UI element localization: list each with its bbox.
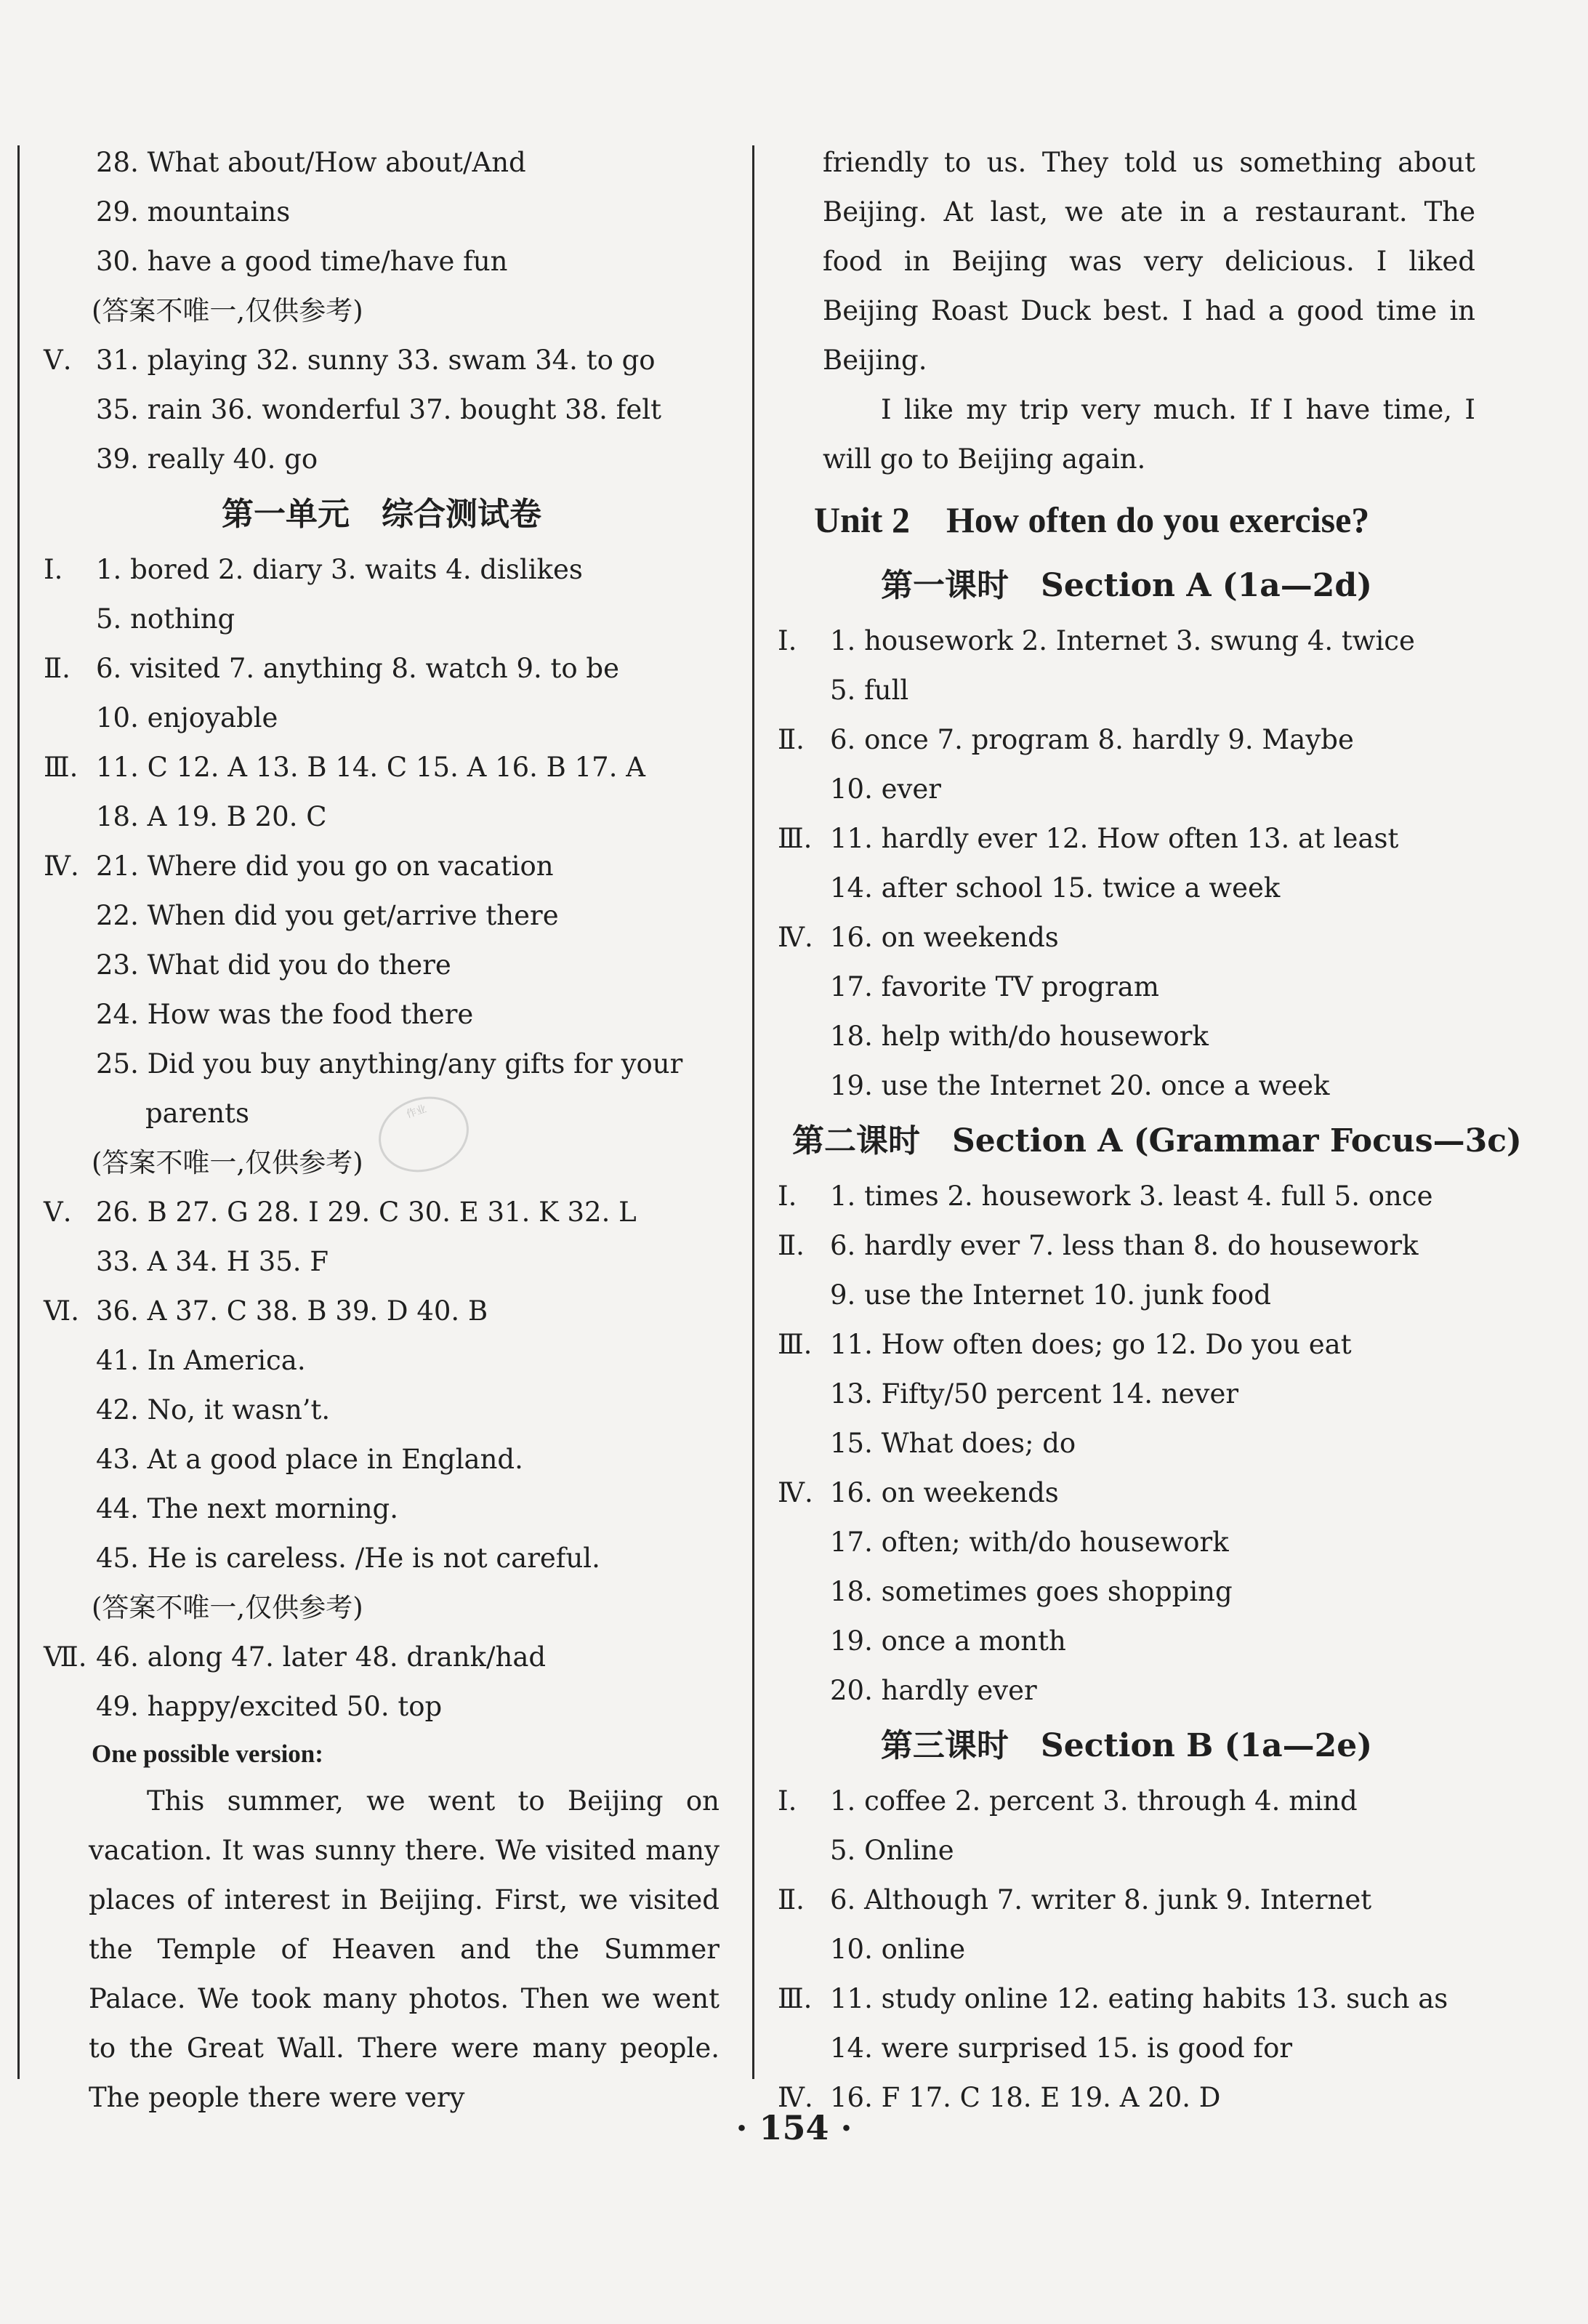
answer-line [44,891,720,941]
answer-text: 11. C 12. A 13. B 14. C 15. A 16. B 17. A [96,752,645,783]
section-numeral: Ⅴ. [44,1197,72,1228]
answer-text: 26. B 27. G 28. I 29. C 30. E 31. K 32. L [96,1197,637,1228]
answer-line [778,1826,1475,1875]
answer-text: 25. Did you buy anything/any gifts for your [96,1048,683,1079]
section-numeral: Ⅲ. [778,1329,813,1360]
answer-line [778,1221,1475,1271]
answer-text: 16. on weekends [830,922,1059,953]
answer-line [44,138,720,188]
answer-note: (答案不唯一,仅供参考) [92,1147,363,1178]
answer-line [778,1567,1475,1617]
section-numeral: Ⅳ. [778,1477,813,1508]
answer-text: 1. coffee 2. percent 3. through 4. mind [830,1785,1358,1817]
answer-line [778,765,1475,814]
answer-line [778,913,1475,962]
answer-text: 18. help with/do housework [830,1021,1209,1052]
answer-line [44,545,720,595]
answer-text: 23. What did you do there [96,949,451,981]
answer-line [778,666,1475,715]
answer-text: 17. often; with/do housework [830,1527,1229,1558]
answer-text: 16. on weekends [830,1477,1059,1508]
section-numeral: Ⅵ. [44,1295,79,1327]
answer-line [778,962,1475,1012]
section-numeral: Ⅳ. [778,922,813,953]
answer-text: 22. When did you get/arrive there [96,900,559,931]
answer-text: 20. hardly ever [830,1675,1037,1706]
section-2-answers [778,1172,1475,1716]
answer-line [778,1320,1475,1370]
answer-line [778,1617,1475,1666]
answer-line [44,1534,720,1583]
section-numeral: Ⅳ. [44,851,79,882]
answer-text: 42. No, it wasn’t. [96,1394,331,1426]
section-v-answers [44,336,720,484]
answer-text: 14. after school 15. twice a week [830,872,1281,904]
answer-text: 41. In America. [96,1345,306,1376]
answer-text: 16. F 17. C 18. E 19. A 20. D [830,2082,1221,2113]
answer-line [44,743,720,792]
section-numeral: Ⅲ. [778,823,813,854]
answer-text: 35. rain 36. wonderful 37. bought 38. felt [96,394,661,425]
answer-text: 18. A 19. B 20. C [96,801,327,832]
answer-note: (答案不唯一,仅供参考) [92,295,363,326]
answer-text: 44. The next morning. [96,1493,398,1524]
answer-line [778,1370,1475,1419]
section-numeral: Ⅱ. [778,1230,805,1261]
answer-text: 1. housework 2. Internet 3. swung 4. twice [830,625,1415,656]
page-number: · 154 · [735,2108,853,2147]
answer-text: 21. Where did you go on vacation [96,851,554,882]
answer-line [778,616,1475,666]
answer-text: 6. Although 7. writer 8. junk 9. Internet [830,1884,1372,1915]
answer-text: 5. full [830,675,909,706]
answer-line [778,1974,1475,2024]
answer-line [44,237,720,286]
answer-line [44,1633,720,1682]
answer-line [778,1777,1475,1826]
answer-text: 36. A 37. C 38. B 39. D 40. B [96,1295,488,1327]
section-title-3: 第三课时 Section B (1a—2e) [880,1727,1373,1764]
answer-text: 19. once a month [830,1625,1066,1657]
section-numeral: Ⅰ. [44,554,63,585]
answer-text: 24. How was the food there [96,999,474,1030]
answer-line [778,1061,1475,1111]
answer-text: 9. use the Internet 10. junk food [830,1279,1271,1311]
answer-text: 39. really 40. go [96,443,318,475]
section-numeral: Ⅰ. [778,1181,797,1212]
answer-line [44,435,720,484]
answer-line [44,1040,720,1089]
answer-line [44,1386,720,1435]
answer-text: 6. hardly ever 7. less than 8. do housework [830,1230,1419,1261]
answer-text: 29. mountains [96,196,291,228]
answer-text: 10. online [830,1934,966,1965]
section-numeral: Ⅲ. [44,752,78,783]
answer-line [44,188,720,237]
section-numeral: Ⅰ. [778,625,797,656]
answer-line [778,814,1475,864]
unit-test-answers-2 [44,1188,720,1583]
answer-line [778,1925,1475,1974]
answer-text: 5. Online [830,1835,954,1866]
unit-test-answers-3 [44,1633,720,1732]
answer-note: (答案不唯一,仅供参考) [92,1592,363,1623]
answer-text: 15. What does; do [830,1428,1076,1459]
answer-line [44,693,720,743]
answer-line [44,1435,720,1484]
answer-line [44,792,720,842]
answer-text: 1. bored 2. diary 3. waits 4. dislikes [96,554,583,585]
answer-line [778,2024,1475,2073]
answer-text: 10. ever [830,773,941,805]
answer-text: 49. happy/excited 50. top [96,1691,443,1722]
answer-text: 31. playing 32. sunny 33. swam 34. to go [96,345,656,376]
answer-text: 33. A 34. H 35. F [96,1246,329,1277]
answer-line [778,1271,1475,1320]
section-numeral: Ⅶ. [44,1641,87,1673]
answer-text: 11. hardly ever 12. How often 13. at least [830,823,1399,854]
answer-text: 45. He is careless. /He is not careful. [96,1543,600,1574]
section-numeral: Ⅴ. [44,345,72,376]
section-numeral: Ⅱ. [778,724,805,755]
essay-right: friendly to us. They told us something about Beijing. At last, we ate in a restaurant. The food in Beijing was very delicious. I liked Beijing Roast Duck best. I had a good time in Beijing. I like my trip very much. If I have time, I will go to Beijing again. [823,147,1475,475]
section-3-answers [778,1777,1475,2123]
answer-text: 46. along 47. later 48. drank/had [96,1641,547,1673]
answer-line [778,1468,1475,1518]
essay-left: This summer, we went to Beijing on vacation. It was sunny there. We visited many places of interest in Beijing. First, we visited the Temple of Heaven and the Summer Palace. We took many photos. Then we went to the Great Wall. There were many people. The people there were very [89,1785,720,2113]
section-numeral: Ⅲ. [778,1983,813,2014]
right-column [778,138,1522,2123]
answer-line [778,1666,1475,1716]
answer-line [44,1682,720,1732]
answer-line [778,1012,1475,1061]
answer-line [778,1875,1475,1925]
answer-line [778,864,1475,913]
answer-line [44,990,720,1040]
section-numeral: Ⅱ. [778,1884,805,1915]
unit-test-title: 第一单元 综合测试卷 [222,496,541,533]
answer-text: 5. nothing [96,603,235,635]
section-numeral: Ⅳ. [778,2082,813,2113]
left-margin-rule [17,145,20,2079]
answer-line [44,941,720,990]
answer-line [778,1518,1475,1567]
answer-line [44,385,720,435]
answer-line [44,1188,720,1237]
answer-text: 18. sometimes goes shopping [830,1576,1233,1607]
answer-line [44,842,720,891]
answer-text: 14. were surprised 15. is good for [830,2033,1293,2064]
top-items [44,138,720,286]
answer-text: 6. once 7. program 8. hardly 9. Maybe [830,724,1354,755]
section-title-2: 第二课时 Section A (Grammar Focus—3c) [792,1122,1522,1159]
answer-line [44,595,720,644]
answer-text: 10. enjoyable [96,702,278,733]
answer-line [778,1419,1475,1468]
answer-text: 19. use the Internet 20. once a week [830,1070,1330,1101]
answer-text: 17. favorite TV program [830,971,1159,1002]
answer-text: 13. Fifty/50 percent 14. never [830,1378,1239,1410]
answer-text: 6. visited 7. anything 8. watch 9. to be [96,653,620,684]
answer-text: 28. What about/How about/And [96,147,526,178]
answer-line [44,644,720,693]
column-divider [752,145,754,2079]
answer-text: 1. times 2. housework 3. least 4. full 5. once [830,1181,1433,1212]
section-numeral: Ⅱ. [44,653,70,684]
answer-line [44,1237,720,1287]
answer-text: parents [145,1098,250,1129]
answer-text: 30. have a good time/have fun [96,246,508,277]
possible-version-label: One possible version: [92,1740,323,1768]
answer-line [778,715,1475,765]
watermark-stamp: 作业 [368,1085,478,1183]
answer-line [44,336,720,385]
answer-text: 11. How often does; go 12. Do you eat [830,1329,1352,1360]
unit-test-answers [44,545,720,1138]
answer-line [44,1287,720,1336]
section-1-answers [778,616,1475,1111]
section-title-1: 第一课时 Section A (1a—2d) [881,567,1372,604]
unit-title: Unit 2 How often do you exercise? [814,499,1370,540]
answer-text: 43. At a good place in England. [96,1444,523,1475]
answer-line [44,1336,720,1386]
answer-text: 11. study online 12. eating habits 13. such as [830,1983,1448,2014]
answer-line [778,1172,1475,1221]
answer-line [44,1484,720,1534]
section-numeral: Ⅰ. [778,1785,797,1817]
